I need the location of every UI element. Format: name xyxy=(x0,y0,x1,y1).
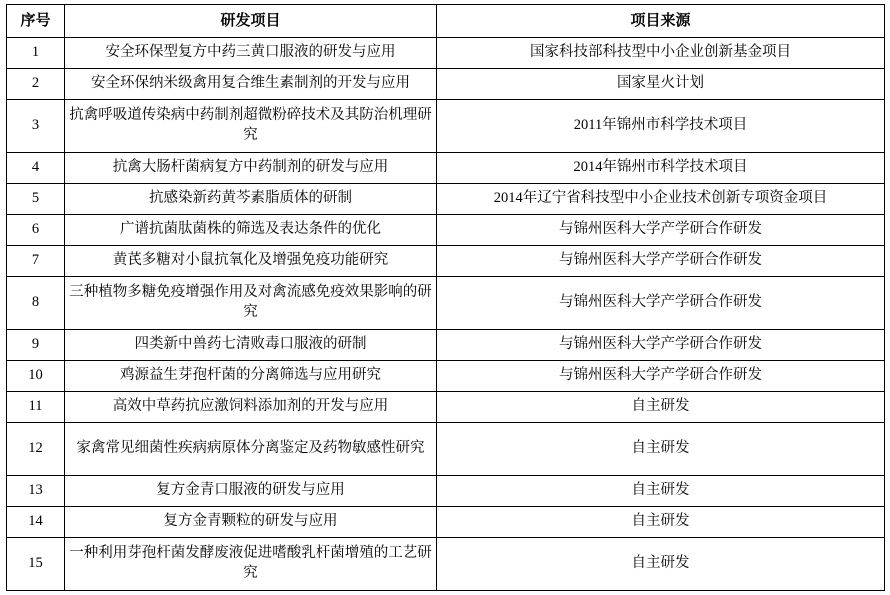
cell-project: 抗禽呼吸道传染病中药制剂超微粉碎技术及其防治机理研究 xyxy=(65,100,437,153)
cell-source: 与锦州医科大学产学研合作研发 xyxy=(437,361,885,392)
table-row xyxy=(7,184,885,215)
table-body xyxy=(7,38,885,591)
table-row xyxy=(7,392,885,423)
table-row xyxy=(7,38,885,69)
cell-source: 2014年锦州市科学技术项目 xyxy=(437,153,885,184)
table-row xyxy=(7,246,885,277)
column-header-project: 研发项目 xyxy=(65,5,437,38)
cell-source: 自主研发 xyxy=(437,423,885,476)
cell-project: 鸡源益生芽孢杆菌的分离筛选与应用研究 xyxy=(65,361,437,392)
cell-project: 黄芪多糖对小鼠抗氧化及增强免疫功能研究 xyxy=(65,246,437,277)
table-row xyxy=(7,507,885,538)
cell-project: 安全环保型复方中药三黄口服液的研发与应用 xyxy=(65,38,437,69)
cell-source: 自主研发 xyxy=(437,392,885,423)
cell-source: 2014年辽宁省科技型中小企业技术创新专项资金项目 xyxy=(437,184,885,215)
cell-source: 国家星火计划 xyxy=(437,69,885,100)
cell-project: 抗感染新药黄芩素脂质体的研制 xyxy=(65,184,437,215)
table-row xyxy=(7,423,885,476)
cell-index: 14 xyxy=(7,507,65,538)
cell-source: 与锦州医科大学产学研合作研发 xyxy=(437,330,885,361)
table-row xyxy=(7,100,885,153)
cell-source: 自主研发 xyxy=(437,538,885,591)
cell-project: 抗禽大肠杆菌病复方中药制剂的研发与应用 xyxy=(65,153,437,184)
cell-source: 与锦州医科大学产学研合作研发 xyxy=(437,277,885,330)
cell-project: 四类新中兽药七清败毒口服液的研制 xyxy=(65,330,437,361)
cell-project: 高效中草药抗应激饲料添加剂的开发与应用 xyxy=(65,392,437,423)
cell-index: 13 xyxy=(7,476,65,507)
table-row xyxy=(7,538,885,591)
table-row xyxy=(7,277,885,330)
cell-project: 家禽常见细菌性疾病病原体分离鉴定及药物敏感性研究 xyxy=(65,423,437,476)
cell-project: 安全环保纳米级禽用复合维生素制剂的开发与应用 xyxy=(65,69,437,100)
cell-index: 4 xyxy=(7,153,65,184)
research-projects-table xyxy=(6,4,885,591)
table-row xyxy=(7,330,885,361)
column-header-source: 项目来源 xyxy=(437,5,885,38)
cell-source: 与锦州医科大学产学研合作研发 xyxy=(437,246,885,277)
cell-project: 复方金青颗粒的研发与应用 xyxy=(65,507,437,538)
cell-index: 10 xyxy=(7,361,65,392)
cell-index: 3 xyxy=(7,100,65,153)
table-row xyxy=(7,69,885,100)
cell-project: 广谱抗菌肽菌株的筛选及表达条件的优化 xyxy=(65,215,437,246)
table-row xyxy=(7,215,885,246)
cell-index: 12 xyxy=(7,423,65,476)
table-row xyxy=(7,361,885,392)
cell-index: 7 xyxy=(7,246,65,277)
cell-index: 9 xyxy=(7,330,65,361)
cell-index: 6 xyxy=(7,215,65,246)
cell-project: 三种植物多糖免疫增强作用及对禽流感免疫效果影响的研究 xyxy=(65,277,437,330)
cell-project: 复方金青口服液的研发与应用 xyxy=(65,476,437,507)
cell-source: 2011年锦州市科学技术项目 xyxy=(437,100,885,153)
table-header xyxy=(7,5,885,38)
cell-source: 与锦州医科大学产学研合作研发 xyxy=(437,215,885,246)
cell-index: 2 xyxy=(7,69,65,100)
table-row xyxy=(7,153,885,184)
column-header-index: 序号 xyxy=(7,5,65,38)
cell-source: 国家科技部科技型中小企业创新基金项目 xyxy=(437,38,885,69)
cell-source: 自主研发 xyxy=(437,507,885,538)
cell-index: 8 xyxy=(7,277,65,330)
table-header-row xyxy=(7,5,885,38)
cell-index: 5 xyxy=(7,184,65,215)
cell-source: 自主研发 xyxy=(437,476,885,507)
cell-index: 11 xyxy=(7,392,65,423)
cell-index: 15 xyxy=(7,538,65,591)
table-row xyxy=(7,476,885,507)
cell-project: 一种利用芽孢杆菌发酵废液促进嗜酸乳杆菌增殖的工艺研究 xyxy=(65,538,437,591)
cell-index: 1 xyxy=(7,38,65,69)
